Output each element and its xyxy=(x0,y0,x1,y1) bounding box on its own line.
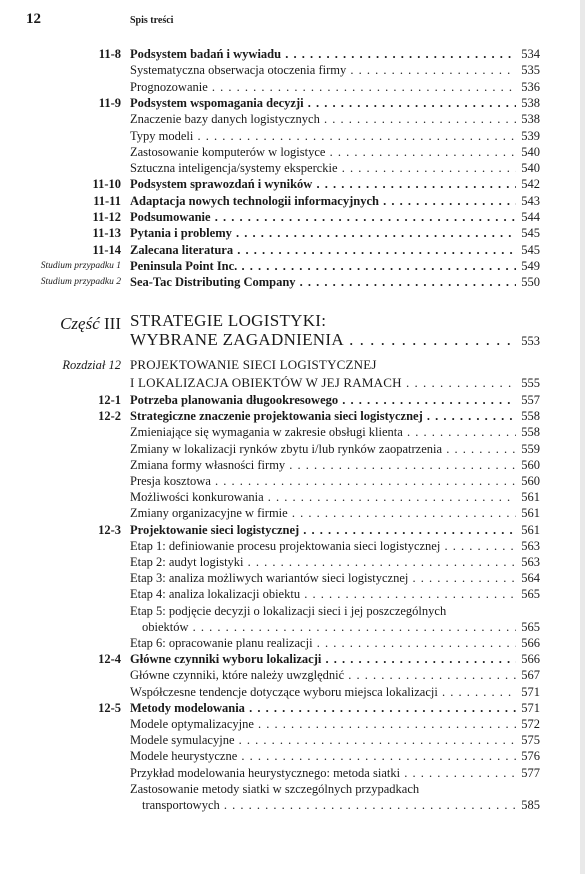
page-ref: 545 xyxy=(521,242,540,257)
toc-entry xyxy=(0,79,585,95)
subsection-title: Prognozowanie . . . xyxy=(130,79,516,95)
page-ref: 557 xyxy=(521,393,540,407)
page-ref: 571 xyxy=(521,700,540,715)
toc-entry xyxy=(0,111,585,127)
section-title: Sea-Tac Distributing Company . . . xyxy=(130,274,516,290)
page-ref: 563 xyxy=(521,538,540,553)
section-number: 11-9 xyxy=(98,95,121,110)
page-ref: 567 xyxy=(521,668,540,683)
toc-entry xyxy=(0,193,585,209)
section-number: 12-4 xyxy=(98,652,121,667)
subsection-title: Zmiany w lokalizacji rynków zbytu i/lub rynków zaopatrzenia . . . xyxy=(130,441,516,457)
toc-entry xyxy=(0,160,585,176)
chapter-title-line1: PROJEKTOWANIE SIECI LOGISTYCZNEJ xyxy=(130,357,377,372)
page-ref: 566 xyxy=(521,652,540,667)
subsection-title: Etap 4: analiza lokalizacji obiektu . . . xyxy=(130,586,516,602)
section-number: 12-2 xyxy=(98,409,121,424)
part-label xyxy=(60,314,121,334)
toc-entry xyxy=(0,424,585,440)
subsection-title: Możliwości konkurowania . . . xyxy=(130,489,516,505)
page-ref: 565 xyxy=(521,619,540,634)
subsection-title: Etap 2: audyt logistyki . . . xyxy=(130,554,516,570)
section-number: 11-11 xyxy=(93,193,121,208)
toc-entry xyxy=(0,570,585,586)
subsection-title: Zmiana formy własności firmy . . . xyxy=(130,457,516,473)
page-ref: 571 xyxy=(521,684,540,699)
page-ref: 560 xyxy=(521,457,540,472)
page-ref: 538 xyxy=(521,95,540,110)
section-title: Zalecana literatura . . . xyxy=(130,242,516,258)
toc-entry xyxy=(0,176,585,192)
page-ref: 560 xyxy=(521,474,540,488)
page-ref: 539 xyxy=(521,128,540,143)
page-ref: 549 xyxy=(521,258,540,273)
page-ref: 558 xyxy=(521,409,540,424)
subsection-title: transportowych . . . xyxy=(142,797,516,813)
toc-entry xyxy=(0,489,585,505)
toc-entry xyxy=(0,144,585,160)
page-ref: 561 xyxy=(521,522,540,537)
section-title: Adaptacja nowych technologii informacyjnych . . . xyxy=(130,193,516,209)
running-title: Spis treści xyxy=(130,15,174,26)
toc-entry xyxy=(0,797,585,813)
section-title: Metody modelowania . . . xyxy=(130,700,516,716)
toc-entry xyxy=(0,392,585,408)
toc-entry xyxy=(0,209,585,225)
toc-entry xyxy=(0,586,585,602)
page-ref: 550 xyxy=(521,275,540,290)
page-ref: 558 xyxy=(521,425,540,440)
toc-entry xyxy=(0,274,585,290)
page-ref: 561 xyxy=(521,490,540,505)
toc-entry xyxy=(0,651,585,667)
toc-entry xyxy=(0,554,585,570)
subsection-title: Typy modeli . . . xyxy=(130,128,516,144)
subsection-title: Główne czynniki, które należy uwzględnić . . . xyxy=(130,667,516,683)
section-number: 11-14 xyxy=(92,242,121,257)
page-ref: 577 xyxy=(521,765,540,780)
page-ref: 576 xyxy=(521,749,540,764)
section-number: 11-10 xyxy=(92,177,121,192)
section-title: Strategiczne znaczenie projektowania sieci logistycznej . . . xyxy=(130,408,516,424)
toc-entry xyxy=(0,700,585,716)
toc-entry xyxy=(0,457,585,473)
section-title: Podsystem badań i wywiadu . . . xyxy=(130,46,516,62)
section-title: Podsystem wspomagania decyzji . . . xyxy=(130,95,516,111)
toc-entry xyxy=(0,95,585,111)
section-title: Podsumowanie . . . xyxy=(130,209,516,225)
section-title: Podsystem sprawozdań i wyników . . . xyxy=(130,176,516,192)
page-ref: 565 xyxy=(521,587,540,602)
subsection-title: Modele symulacyjne . . . xyxy=(130,732,516,748)
section-number: 11-8 xyxy=(98,47,121,61)
toc-entry xyxy=(0,716,585,732)
chapter-label: Rozdział 12 xyxy=(62,358,121,372)
part-roman: III xyxy=(104,314,121,333)
toc-entry xyxy=(0,619,585,635)
section-title: Potrzeba planowania długookresowego . . . xyxy=(130,392,516,408)
part-title-line2: WYBRANE ZAGADNIENIA . . . xyxy=(130,330,514,350)
page-ref: 544 xyxy=(521,210,540,224)
toc-entry xyxy=(0,748,585,764)
section-title: Projektowanie sieci logistycznej . . . xyxy=(130,522,516,538)
page-ref: 572 xyxy=(521,717,540,731)
subsection-title: Zmieniające się wymagania w zakresie obsługi klienta . . . xyxy=(130,424,516,440)
page-ref: 564 xyxy=(521,571,540,586)
section-number: 12-5 xyxy=(98,700,121,715)
page-ref: 534 xyxy=(521,47,540,61)
subsection-title: Sztuczna inteligencja/systemy eksperckie . . . xyxy=(130,160,516,176)
case-study-label: Studium przypadku 1 xyxy=(40,260,121,271)
toc-entry xyxy=(0,765,585,781)
toc-entry xyxy=(0,635,585,651)
chapter-title-line2: I LOKALIZACJA OBIEKTÓW W JEJ RAMACH . . . xyxy=(130,375,516,391)
toc-entry xyxy=(0,522,585,538)
subsection-title: Przykład modelowania heurystycznego: metoda siatki . . . xyxy=(130,765,516,781)
subsection-title: Presja kosztowa . . . xyxy=(130,473,516,489)
toc-entry xyxy=(0,684,585,700)
subsection-title: Etap 3: analiza możliwych wariantów sieci logistycznej . . . xyxy=(130,570,516,586)
subsection-title: Zastosowanie komputerów w logistyce . . . xyxy=(130,144,516,160)
subsection-title: Zmiany organizacyjne w firmie . . . xyxy=(130,505,516,521)
toc-entry xyxy=(0,505,585,521)
subsection-title: Systematyczna obserwacja otoczenia firmy . . . xyxy=(130,62,516,78)
page-ref: 566 xyxy=(521,636,540,650)
section-title: Pytania i problemy . . . xyxy=(130,225,516,241)
toc-entry xyxy=(0,538,585,554)
toc-entry xyxy=(0,62,585,78)
toc-entry xyxy=(0,128,585,144)
toc-entry xyxy=(0,667,585,683)
subsection-title: Etap 5: podjęcie decyzji o lokalizacji sieci i jej poszczególnych xyxy=(130,603,447,618)
toc-entry xyxy=(0,473,585,489)
section-number: 12-3 xyxy=(98,522,121,537)
page-ref: 563 xyxy=(521,555,540,569)
page-ref: 540 xyxy=(521,144,540,159)
page-ref: 575 xyxy=(521,733,540,748)
subsection-title: Znaczenie bazy danych logistycznych . . . xyxy=(130,111,516,127)
page-ref: 585 xyxy=(521,798,540,812)
toc-entry xyxy=(0,732,585,748)
page-number: 12 xyxy=(26,11,41,27)
section-title: Peninsula Point Inc. . . . xyxy=(130,258,516,274)
subsection-title: Zastosowanie metody siatki w szczególnych przypadkach xyxy=(130,781,420,796)
toc-entry xyxy=(0,441,585,457)
toc-entry xyxy=(0,603,585,619)
subsection-title: Etap 6: opracowanie planu realizacji . . . xyxy=(130,635,516,651)
subsection-title: Modele heurystyczne . . . xyxy=(130,748,516,764)
toc-entry xyxy=(0,258,585,274)
page-ref: 538 xyxy=(521,112,540,127)
toc-entry xyxy=(0,225,585,241)
chapter-page: 555 xyxy=(521,376,540,390)
page-ref: 540 xyxy=(521,161,540,176)
page-ref: 559 xyxy=(521,441,540,456)
subsection-title: Współczesne tendencje dotyczące wyboru miejsca lokalizacji . . . xyxy=(130,684,516,700)
toc-entry xyxy=(0,46,585,62)
page-ref: 542 xyxy=(521,177,540,192)
page-ref: 535 xyxy=(521,63,540,78)
page-ref: 543 xyxy=(521,193,540,208)
toc-entry xyxy=(0,781,585,797)
toc-entry xyxy=(0,242,585,258)
part-word: Część xyxy=(60,314,100,333)
subsection-title: Etap 1: definiowanie procesu projektowania sieci logistycznej . . . xyxy=(130,538,516,554)
section-number: 11-13 xyxy=(92,226,121,241)
section-title: Główne czynniki wyboru lokalizacji . . . xyxy=(130,651,516,667)
page-ref: 545 xyxy=(521,226,540,241)
subsection-title: obiektów . . . xyxy=(142,619,516,635)
page-ref: 561 xyxy=(521,506,540,521)
section-number: 11-12 xyxy=(92,210,121,224)
toc-entry xyxy=(0,408,585,424)
part-page: 553 xyxy=(521,334,540,348)
section-number: 12-1 xyxy=(98,393,121,407)
subsection-title: Modele optymalizacyjne . . . xyxy=(130,716,516,732)
case-study-label: Studium przypadku 2 xyxy=(40,277,121,288)
page-ref: 536 xyxy=(521,79,540,94)
part-title-line1: STRATEGIE LOGISTYKI: xyxy=(130,311,327,330)
